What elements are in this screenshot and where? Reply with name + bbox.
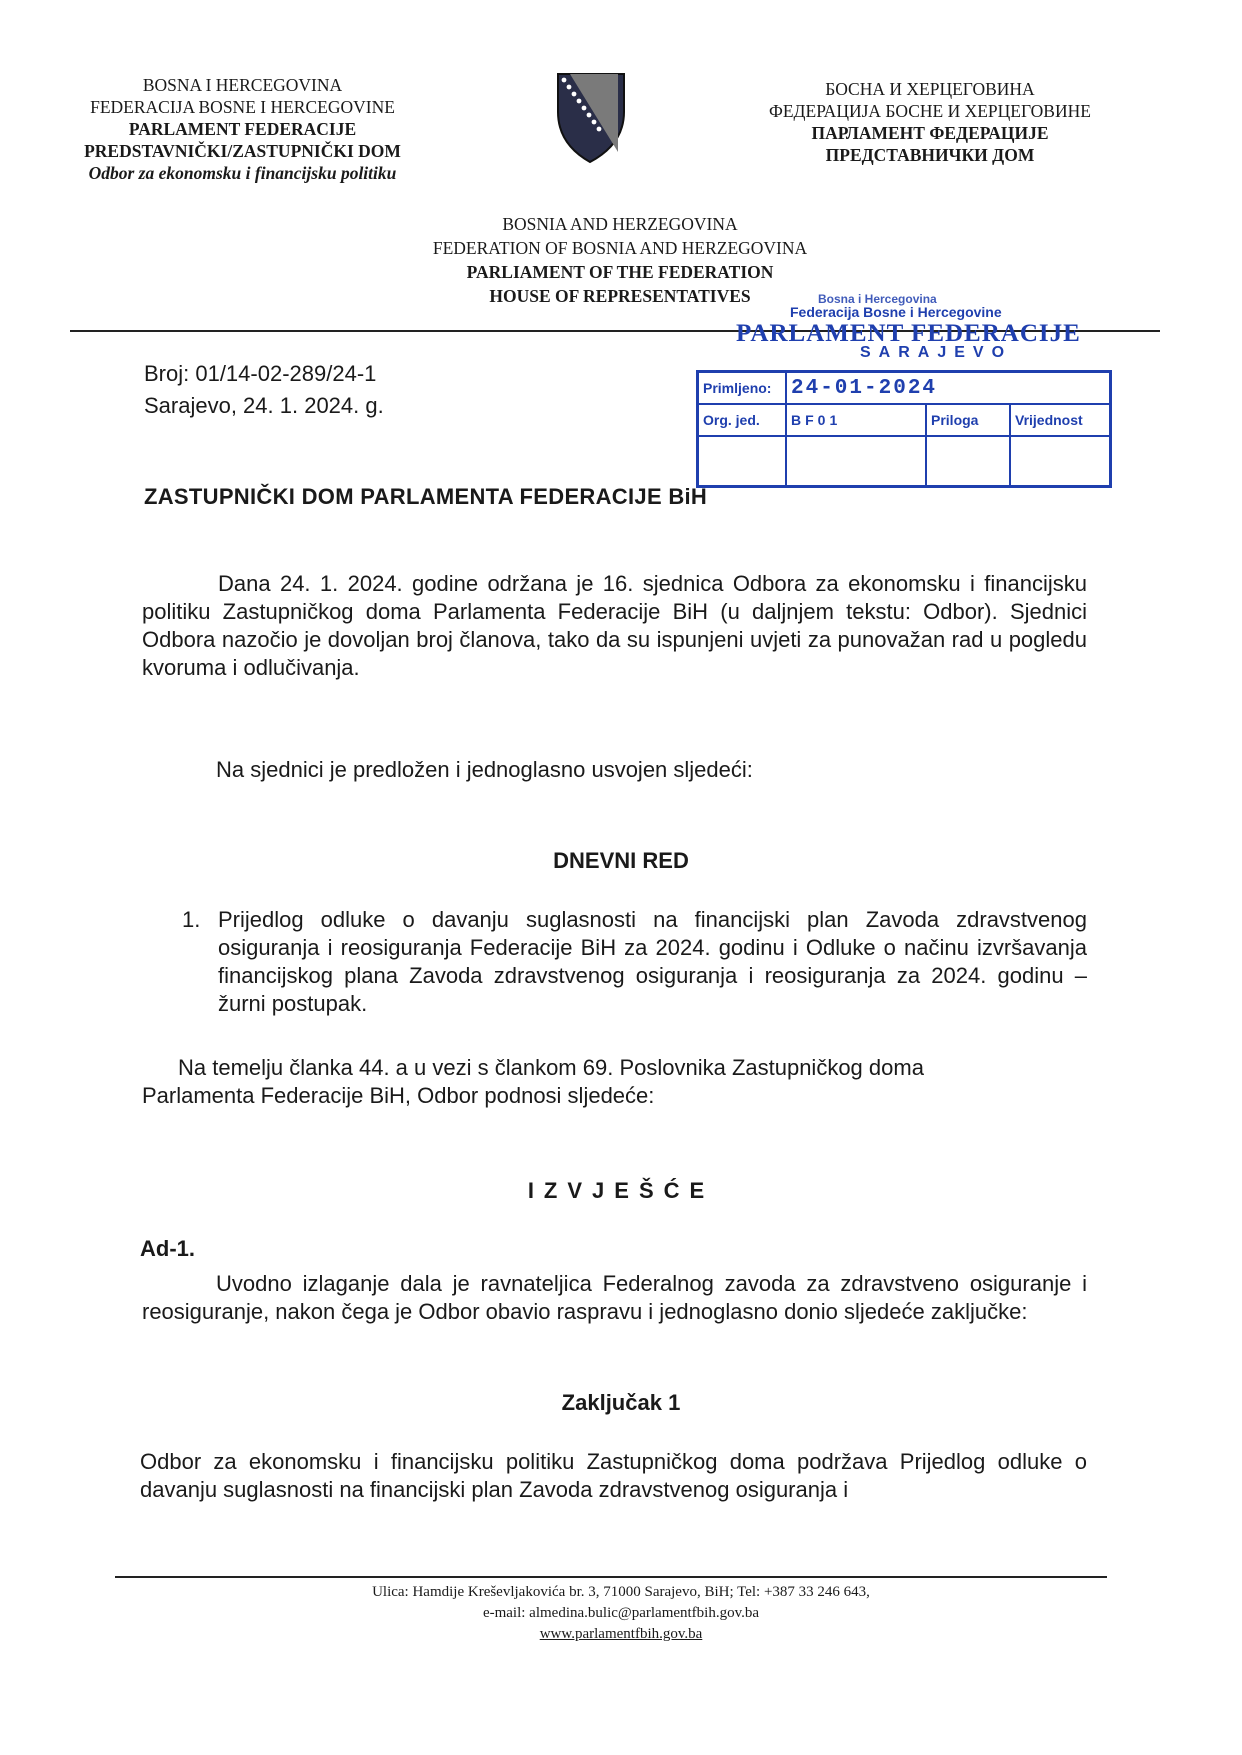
agenda-item-number: 1. [182,907,201,932]
report-heading: IZVJEŠĆE [527,1178,715,1203]
stamp-value-label: Vrijednost [1010,404,1111,436]
stamp-line1: Bosna i Hercegovina [818,292,937,306]
stamp-line2: Federacija Bosne i Hercegovine [790,304,1002,320]
conclusion-paragraph: Odbor za ekonomsku i financijsku politiku Zastupničkog doma podržava Prijedlog odluke o davanju suglasnosti na financijski plan Zavoda zdravstvenog osiguranja i [140,1449,1087,1502]
agenda-heading: DNEVNI RED [553,848,689,873]
stamp-cell [786,436,926,487]
stamp-org-label: Org. jed. [698,404,787,436]
header-center-line3: PARLIAMENT OF THE FEDERATION [466,262,774,282]
header-left-line5: Odbor za ekonomsku i financijsku politiku [88,163,397,183]
footer [0,1582,1242,1645]
agenda-intro: Na sjednici je predložen i jednoglasno usvojen sljedeći: [216,757,753,782]
footer-website-link[interactable]: www.parlamentfbih.gov.ba [539,1626,703,1642]
coat-of-arms-icon [556,72,626,164]
header-right-line4: ПРЕДСТАВНИЧКИ ДОМ [825,145,1035,165]
stamp-line4: SARAJEVO [860,344,1013,361]
reference-block [144,358,384,422]
discussion-paragraph: Uvodno izlaganje dala je ravnateljica Federalnog zavoda za zdravstveno osiguranje i reosiguranje, nakon čega je Odbor obavio raspravu i jednoglasno donio sljedeće zaključke: [142,1271,1087,1324]
agenda-item [182,906,1087,1018]
header-left-line1: BOSNA I HERCEGOVINA [142,75,343,95]
header-center-line2: FEDERATION OF BOSNIA AND HERZEGOVINA [432,238,808,258]
header-right [730,78,1130,166]
agenda-item-text: Prijedlog odluke o davanju suglasnosti na financijski plan Zavoda zdravstvenog osiguranja i reosiguranja Federacije BiH za 2024. godinu i Odluke o načinu izvršavanja financijskog plana Zavoda zdravstvenog osiguranja i reosiguranja za 2024. godinu – žurni postupak. [218,907,1087,1016]
footer-email[interactable]: e-mail: almedina.bulic@parlamentfbih.gov.ba [482,1605,760,1621]
conclusion-heading: Zaključak 1 [561,1390,681,1415]
stamp-line3: PARLAMENT FEDERACIJE [736,320,1081,347]
header-center-line4: HOUSE OF REPRESENTATIVES [489,286,751,306]
footer-address: Ulica: Hamdije Kreševljakovića br. 3, 71000 Sarajevo, BiH; Tel: +387 33 246 643, [372,1584,870,1600]
footer-divider [115,1576,1107,1578]
header-right-line3: ПАРЛАМЕНТ ФЕДЕРАЦИЈЕ [811,123,1049,143]
stamp-org-value: BF01 [786,404,926,436]
stamp-cell [1010,436,1111,487]
header-right-line2: ФЕДЕРАЦИЈА БОСНЕ И ХЕРЦЕГОВИНЕ [769,101,1091,121]
header-left [70,74,415,184]
header-left-line2: FEDERACIJA BOSNE I HERCEGOVINE [90,97,395,117]
stamp-attachments-label: Priloga [926,404,1010,436]
stamp-table [696,370,1112,488]
header-center-line1: BOSNIA AND HERZEGOVINA [502,214,738,234]
ad-label: Ad-1. [140,1236,195,1261]
stamp-received-date: 24-01-2024 [786,372,1111,405]
stamp-cell [926,436,1010,487]
header-right-line1: БОСНА И ХЕРЦЕГОВИНА [825,79,1035,99]
addressee: ZASTUPNIČKI DOM PARLAMENTA FEDERACIJE BiH [144,484,708,509]
header-left-line4: PREDSTAVNIČKI/ZASTUPNIČKI DOM [84,141,401,161]
legal-basis-paragraph: Na temelju članka 44. a u vezi s člankom 69. Poslovnika Zastupničkog doma Parlamenta Federacije BiH, Odbor podnosi sljedeće: [142,1055,924,1108]
stamp-received-label: Primljeno: [698,372,787,405]
stamp-cell [698,436,787,487]
header-left-line3: PARLAMENT FEDERACIJE [128,119,357,139]
received-stamp [690,292,1120,492]
intro-paragraph: Dana 24. 1. 2024. godine održana je 16. sjednica Odbora za ekonomsku i financijsku politiku Zastupničkog doma Parlamenta Federacije BiH (u daljnjem tekstu: Odbor). Sjednici Odbora nazočio je dovoljan broj članova, tako da su ispunjeni uvjeti za punovažan rad u pogledu kvoruma i odlučivanja. [142,571,1087,680]
reference-place-date: Sarajevo, 24. 1. 2024. g. [144,393,384,418]
reference-number: Broj: 01/14-02-289/24-1 [144,361,377,386]
